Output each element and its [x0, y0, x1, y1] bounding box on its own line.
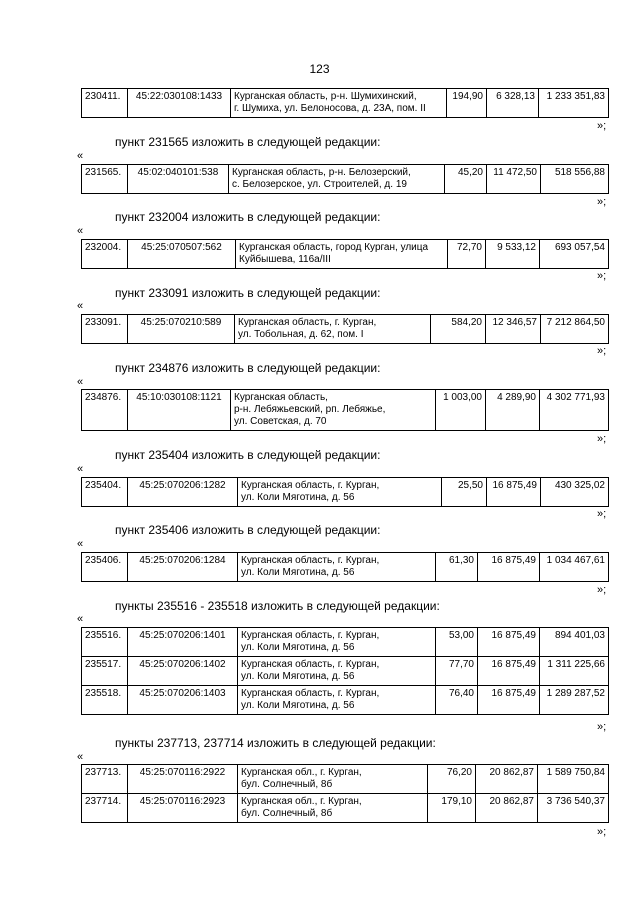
open-quote: « — [77, 225, 84, 237]
price: 16 875,49 — [478, 657, 540, 686]
block-heading: пункт 232004 изложить в следующей редакции: — [115, 210, 381, 224]
open-quote: « — [77, 150, 84, 162]
area: 61,30 — [436, 553, 478, 582]
row-number: 234876. — [82, 390, 128, 431]
price: 11 472,50 — [487, 165, 541, 194]
area: 45,20 — [445, 165, 487, 194]
address: Курганская область, г. Курган, ул. Коли Мяготина, д. 56 — [238, 686, 436, 715]
total: 1 589 750,84 — [538, 765, 609, 794]
row-number: 231565. — [82, 165, 128, 194]
row-number: 235516. — [82, 628, 128, 657]
total: 3 736 540,37 — [538, 794, 609, 823]
total: 894 401,03 — [540, 628, 609, 657]
area: 76,40 — [436, 686, 478, 715]
close-quote: »; — [597, 584, 607, 596]
area: 179,10 — [428, 794, 476, 823]
close-quote: »; — [597, 270, 607, 282]
block-heading: пункты 235516 - 235518 изложить в следующей редакции: — [115, 599, 440, 613]
block-2-table — [81, 239, 609, 269]
block-0-table — [81, 88, 609, 118]
close-quote: »; — [597, 120, 607, 132]
cadastral-number: 45:22:030108:1433 — [128, 89, 231, 118]
row-number: 235517. — [82, 657, 128, 686]
cadastral-number: 45:25:070206:1284 — [128, 553, 238, 582]
price: 20 862,87 — [476, 794, 538, 823]
address: Курганская область, р-н. Лебяжьевский, рп. Лебяжье, ул. Советская, д. 70 — [231, 390, 436, 431]
block-8-table — [81, 764, 609, 823]
open-quote: « — [77, 613, 84, 625]
block-6-table — [81, 552, 609, 582]
table-row — [82, 657, 609, 686]
close-quote: »; — [597, 196, 607, 208]
address: Курганская область, р-н. Шумихинский, г. Шумиха, ул. Белоносова, д. 23А, пом. II — [231, 89, 447, 118]
address: Курганская область, р-н. Белозерский, с. Белозерское, ул. Строителей, д. 19 — [229, 165, 445, 194]
row-number: 235406. — [82, 553, 128, 582]
total: 1 311 225,66 — [540, 657, 609, 686]
cadastral-number: 45:10:030108:1121 — [128, 390, 231, 431]
close-quote: »; — [597, 508, 607, 520]
price: 4 289,90 — [486, 390, 540, 431]
area: 72,70 — [448, 240, 486, 269]
block-heading: пункты 237713, 237714 изложить в следующей редакции: — [115, 736, 436, 750]
area: 76,20 — [428, 765, 476, 794]
row-number: 235404. — [82, 478, 128, 507]
row-number: 230411. — [82, 89, 128, 118]
cadastral-number: 45:25:070206:1403 — [128, 686, 238, 715]
total: 7 212 864,50 — [541, 315, 609, 344]
total: 1 034 467,61 — [540, 553, 609, 582]
area: 25,50 — [442, 478, 487, 507]
table-row — [82, 686, 609, 715]
close-quote: »; — [597, 345, 607, 357]
price: 6 328,13 — [487, 89, 539, 118]
cadastral-number: 45:25:070206:1282 — [128, 478, 238, 507]
open-quote: « — [77, 376, 84, 388]
address: Курганская область, г. Курган, ул. Коли Мяготина, д. 56 — [238, 628, 436, 657]
row-number: 232004. — [82, 240, 128, 269]
cadastral-number: 45:25:070116:2922 — [128, 765, 238, 794]
table-row — [82, 390, 609, 431]
total: 1 289 287,52 — [540, 686, 609, 715]
address: Курганская обл., г. Курган, бул. Солнечный, 8б — [238, 765, 428, 794]
total: 1 233 351,83 — [539, 89, 609, 118]
cadastral-number: 45:25:070206:1401 — [128, 628, 238, 657]
table-row — [82, 165, 609, 194]
area: 53,00 — [436, 628, 478, 657]
open-quote: « — [77, 300, 84, 312]
area: 584,20 — [431, 315, 486, 344]
block-heading: пункт 231565 изложить в следующей редакции: — [115, 135, 381, 149]
address: Курганская область, г. Курган, ул. Тобольная, д. 62, пом. I — [235, 315, 431, 344]
block-heading: пункт 233091 изложить в следующей редакции: — [115, 286, 381, 300]
close-quote: »; — [597, 433, 607, 445]
cadastral-number: 45:25:070206:1402 — [128, 657, 238, 686]
block-7-table — [81, 627, 609, 715]
row-number: 233091. — [82, 315, 128, 344]
page-number: 123 — [309, 62, 330, 76]
cadastral-number: 45:25:070507:562 — [128, 240, 236, 269]
table-row — [82, 478, 609, 507]
address: Курганская обл., г. Курган, бул. Солнечный, 8б — [238, 794, 428, 823]
address: Курганская область, г. Курган, ул. Коли Мяготина, д. 56 — [238, 657, 436, 686]
total: 4 302 771,93 — [540, 390, 609, 431]
table-row — [82, 765, 609, 794]
table-row — [82, 553, 609, 582]
block-1-table — [81, 164, 609, 194]
total: 518 556,88 — [541, 165, 609, 194]
price: 12 346,57 — [486, 315, 541, 344]
address: Курганская область, город Курган, улица Куйбышева, 116а/III — [236, 240, 448, 269]
price: 16 875,49 — [478, 553, 540, 582]
row-number: 235518. — [82, 686, 128, 715]
price: 16 875,49 — [478, 686, 540, 715]
table-row — [82, 628, 609, 657]
open-quote: « — [77, 463, 84, 475]
address: Курганская область, г. Курган, ул. Коли Мяготина, д. 56 — [238, 553, 436, 582]
cadastral-number: 45:02:040101:538 — [128, 165, 229, 194]
block-heading: пункт 234876 изложить в следующей редакции: — [115, 361, 381, 375]
price: 16 875,49 — [487, 478, 541, 507]
price: 16 875,49 — [478, 628, 540, 657]
block-5-table — [81, 477, 609, 507]
row-number: 237713. — [82, 765, 128, 794]
area: 194,90 — [447, 89, 487, 118]
table-row — [82, 794, 609, 823]
price: 9 533,12 — [486, 240, 540, 269]
area: 77,70 — [436, 657, 478, 686]
row-number: 237714. — [82, 794, 128, 823]
area: 1 003,00 — [436, 390, 486, 431]
close-quote: »; — [597, 826, 607, 838]
cadastral-number: 45:25:070210:589 — [128, 315, 235, 344]
open-quote: « — [77, 751, 84, 763]
block-heading: пункт 235406 изложить в следующей редакции: — [115, 523, 381, 537]
cadastral-number: 45:25:070116:2923 — [128, 794, 238, 823]
table-row — [82, 240, 609, 269]
total: 430 325,02 — [541, 478, 609, 507]
table-row — [82, 89, 609, 118]
block-4-table — [81, 389, 609, 431]
block-3-table — [81, 314, 609, 344]
address: Курганская область, г. Курган, ул. Коли Мяготина, д. 56 — [238, 478, 442, 507]
table-row — [82, 315, 609, 344]
total: 693 057,54 — [540, 240, 609, 269]
price: 20 862,87 — [476, 765, 538, 794]
open-quote: « — [77, 538, 84, 550]
block-heading: пункт 235404 изложить в следующей редакции: — [115, 448, 381, 462]
close-quote: »; — [597, 721, 607, 733]
